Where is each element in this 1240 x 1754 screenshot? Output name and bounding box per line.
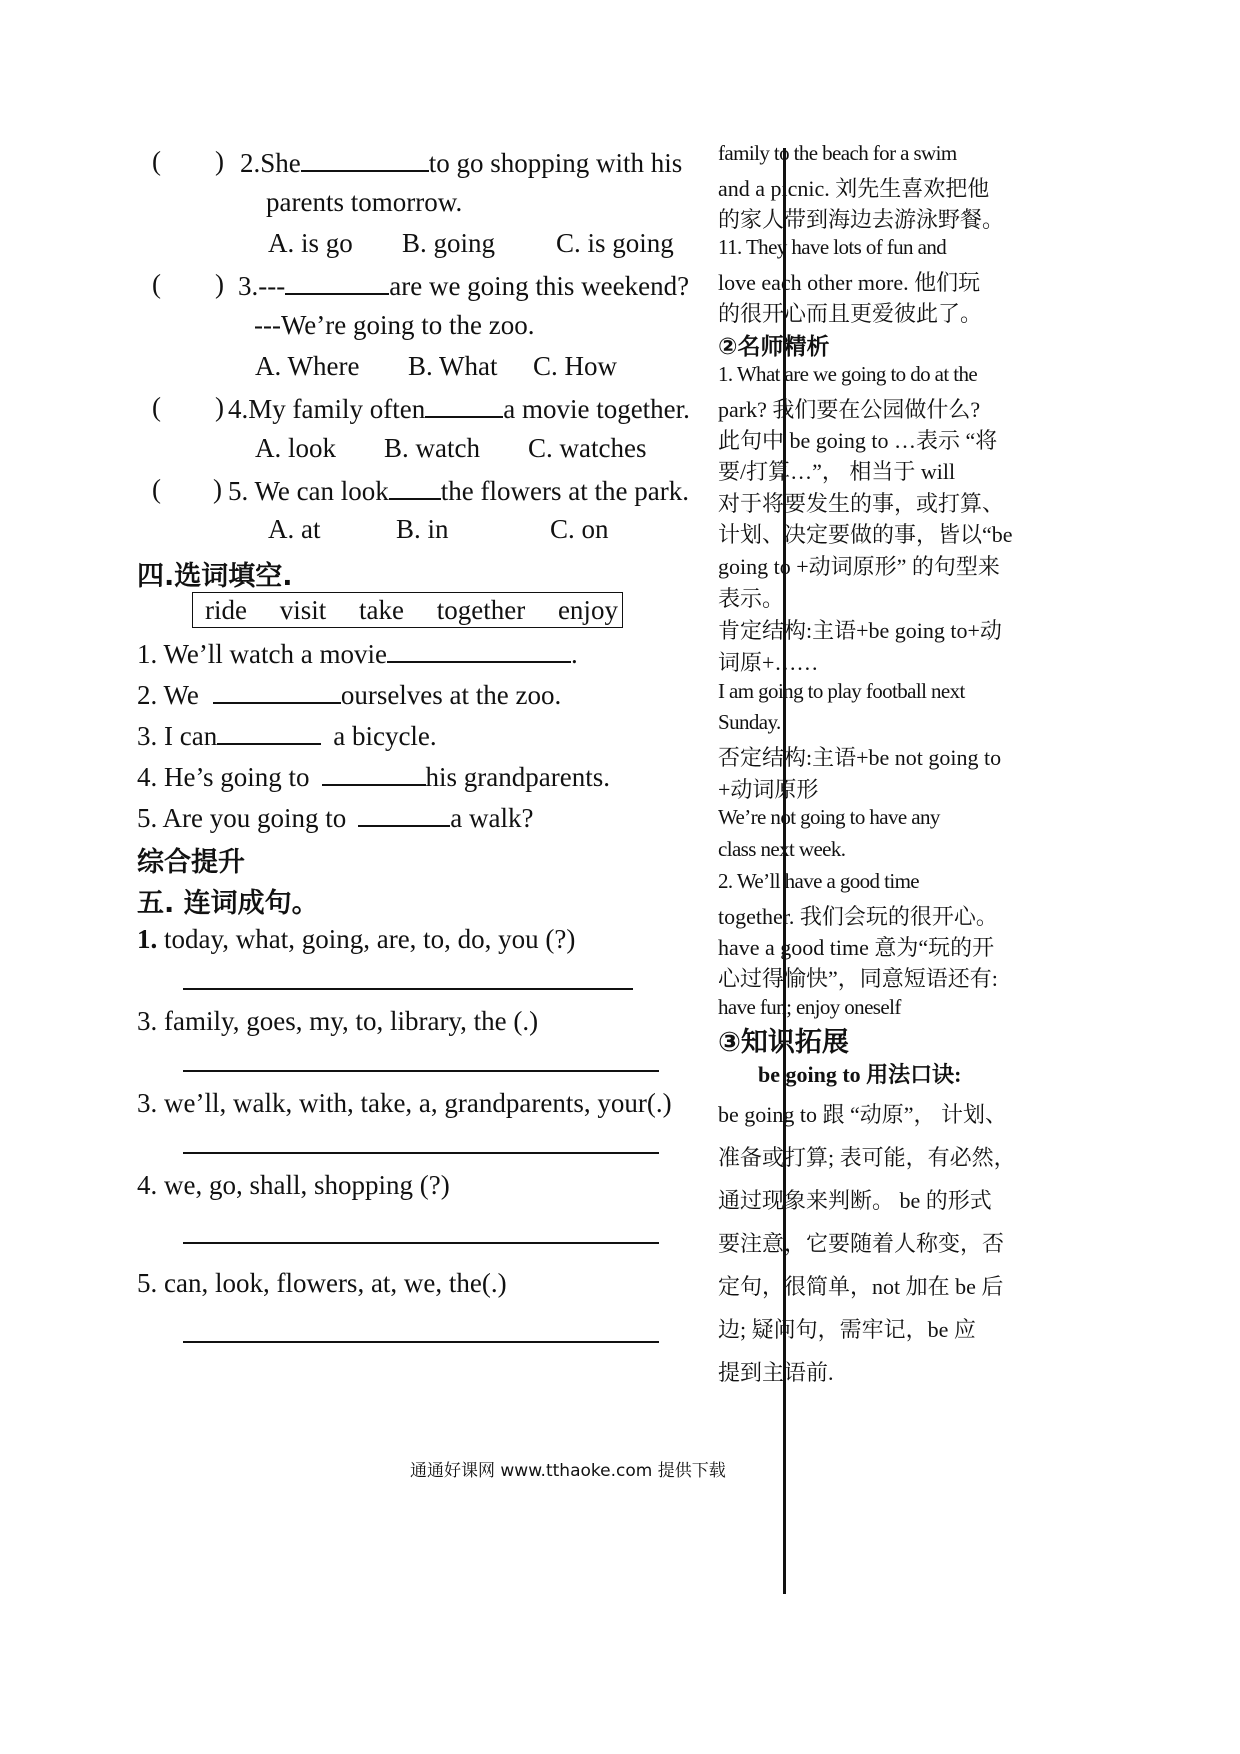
right-line-20: +动词原形 [718, 777, 819, 802]
word-box [192, 592, 623, 628]
section-improve-title: 综合提升 [137, 847, 245, 878]
order-item-5: 5. can, look, flowers, at, we, the(.) [137, 1268, 507, 1298]
q5-blank[interactable] [389, 474, 441, 500]
q5-stem-post: the flowers at the park. [440, 476, 689, 506]
right-line-25: have a good time 意为“玩的开 [718, 935, 995, 960]
right-line-2: and a picnic. 刘先生喜欢把他 [718, 176, 990, 201]
q4-paren-open: ( [152, 392, 161, 422]
fill-item-1-pre: 1. We’ll watch a movie [137, 639, 388, 669]
q2-continuation: parents tomorrow. [266, 187, 463, 217]
rhyme-line-3: 通过现象来判断。 be 的形式 [718, 1188, 992, 1213]
q5-option-c[interactable]: C. on [550, 514, 609, 544]
rhyme-line-5: 定句，很简单，not 加在 be 后 [718, 1274, 1004, 1299]
q4-stem-pre: 4.My family often [228, 394, 426, 424]
word-take: take [359, 595, 404, 625]
right-line-22: class next week. [718, 837, 846, 861]
q4-paren-close: ) [215, 392, 224, 422]
order-item-3: 3. we’ll, walk, with, take, a, grandparents, your(.) [137, 1088, 672, 1118]
q3-option-c[interactable]: C. How [533, 351, 618, 381]
fill-item-3-post: a bicycle. [333, 721, 437, 751]
fill-item-2-pre: 2. We [137, 680, 199, 710]
fill-item-3-blank[interactable] [217, 719, 321, 745]
q2-stem-pre: 2.She [240, 148, 301, 178]
order-item-1-num: 1. [137, 924, 158, 954]
q4-stem [228, 392, 690, 425]
right-line-26: 心过得愉快”，同意短语还有: [718, 966, 998, 991]
q4-option-a[interactable]: A. look [255, 433, 336, 463]
right-line-23: 2. We’ll have a good time [718, 869, 920, 893]
fill-item-4-post: his grandparents. [425, 762, 610, 792]
section5-title: 五. 连词成句。 [137, 888, 319, 919]
right-line-1: family to the beach for a swim [718, 141, 957, 165]
order-item-1-text: today, what, going, are, to, do, you (?) [164, 924, 576, 954]
fill-item-4-pre: 4. He’s going to [137, 762, 310, 792]
answer-line-4[interactable] [183, 1242, 659, 1244]
rhyme-line-1: be going to 跟 “动原”， 计划、 [718, 1102, 1008, 1127]
q5-option-a[interactable]: A. at [268, 514, 321, 544]
q5-stem [228, 474, 689, 507]
right-line-5: love each other more. 他们玩 [718, 270, 981, 295]
q2-stem-post: to go shopping with his [428, 148, 683, 178]
word-enjoy: enjoy [557, 595, 618, 625]
q3-option-b[interactable]: B. What [408, 351, 498, 381]
fill-item-4 [137, 760, 610, 793]
fill-item-5-pre: 5. Are you going to [137, 803, 347, 833]
order-item-2: 3. family, goes, my, to, library, the (.) [137, 1006, 539, 1036]
q5-stem-pre: 5. We can look [228, 476, 389, 506]
q3-stem-pre: 3.--- [238, 271, 286, 301]
answer-line-5[interactable] [183, 1341, 659, 1343]
fill-item-1-post: . [571, 639, 578, 669]
rhyme-line-2: 准备或打算; 表可能，有必然， [718, 1145, 1016, 1170]
q5-paren-close: ) [213, 474, 222, 504]
right-line-27: have fun; enjoy oneself [718, 995, 901, 1019]
q3-stem-post: are we going this weekend? [389, 271, 690, 301]
right-line-11: 对于将要发生的事，或打算、 [718, 491, 1005, 516]
usage-rhyme-title: be going to 用法口诀: [758, 1062, 962, 1087]
q4-option-c[interactable]: C. watches [528, 433, 647, 463]
q3-paren-open: ( [152, 269, 161, 299]
right-line-16: 词原+…… [718, 650, 819, 675]
right-line-8: park? 我们要在公园做什么? [718, 397, 981, 422]
answer-line-1[interactable] [183, 988, 633, 990]
rhyme-line-4: 要注意，它要随着人称变，否 [718, 1231, 1005, 1256]
fill-item-1 [137, 637, 578, 670]
right-line-4: 11. They have lots of fun and [718, 235, 947, 259]
q4-option-b[interactable]: B. watch [384, 433, 480, 463]
fill-item-5 [137, 801, 533, 834]
q3-paren-close: ) [215, 269, 224, 299]
right-line-19: 否定结构:主语+be not going to [718, 745, 1002, 770]
word-together: together [436, 595, 526, 625]
q2-option-a[interactable]: A. is go [268, 228, 353, 258]
q2-stem [240, 146, 682, 179]
q3-stem [238, 269, 689, 302]
fill-item-5-blank[interactable] [358, 801, 450, 827]
q2-option-c[interactable]: C. is going [556, 228, 674, 258]
teacher-analysis-heading: ②名师精析 [718, 334, 830, 360]
fill-item-3 [137, 719, 437, 752]
fill-item-2-blank[interactable] [213, 678, 341, 704]
right-line-6: 的很开心而且更爱彼此了。 [718, 301, 983, 326]
q2-paren-close: ) [215, 146, 224, 176]
q2-paren-open: ( [152, 146, 161, 176]
answer-line-3[interactable] [183, 1152, 659, 1154]
q2-blank[interactable] [301, 146, 429, 172]
word-ride: ride [205, 595, 247, 625]
q5-paren-open: ( [152, 474, 161, 504]
right-line-24: together. 我们会玩的很开心。 [718, 904, 998, 929]
q4-stem-post: a movie together. [503, 394, 690, 424]
q3-blank[interactable] [285, 269, 389, 295]
right-line-14: 表示。 [718, 586, 785, 611]
right-line-15: 肯定结构:主语+be going to+动 [718, 618, 1002, 643]
fill-item-2-post: ourselves at the zoo. [340, 680, 562, 710]
q3-continuation: ---We’re going to the zoo. [254, 310, 535, 340]
right-line-7: 1. What are we going to do at the [718, 362, 978, 386]
fill-item-4-blank[interactable] [322, 760, 426, 786]
right-line-17: I am going to play football next [718, 679, 965, 703]
order-item-1 [137, 924, 575, 955]
right-line-21: We’re not going to have any [718, 805, 940, 829]
footer-credit: 通通好课网 www.tthaoke.com 提供下载 [410, 1461, 726, 1481]
right-line-9: 此句中 be going to …表示 “将 [718, 428, 998, 453]
word-visit: visit [279, 595, 327, 625]
rhyme-line-6: 边; 疑问句，需牢记，be 应 [718, 1317, 976, 1342]
q4-blank[interactable] [425, 392, 503, 418]
right-line-12: 计划、决定要做的事，皆以“be [718, 522, 1013, 547]
answer-line-2[interactable] [183, 1070, 659, 1072]
fill-item-3-pre: 3. I can [137, 721, 218, 751]
section4-title: 四.选词填空. [137, 561, 293, 592]
right-line-18: Sunday. [718, 710, 781, 734]
order-item-4: 4. we, go, shall, shopping (?) [137, 1170, 450, 1200]
right-line-10: 要/打算…”， 相当于 will [718, 459, 956, 484]
fill-item-5-post: a walk? [450, 803, 534, 833]
q5-option-b[interactable]: B. in [396, 514, 449, 544]
knowledge-extension-heading: ③知识拓展 [718, 1027, 849, 1058]
fill-item-2 [137, 678, 561, 711]
rhyme-line-7: 提到主语前. [718, 1360, 834, 1385]
right-line-3: 的家人带到海边去游泳野餐。 [718, 207, 1005, 232]
q3-option-a[interactable]: A. Where [255, 351, 360, 381]
right-line-13: going to +动词原形” 的句型来 [718, 554, 1000, 579]
fill-item-1-blank[interactable] [387, 637, 571, 663]
q2-option-b[interactable]: B. going [402, 228, 496, 258]
